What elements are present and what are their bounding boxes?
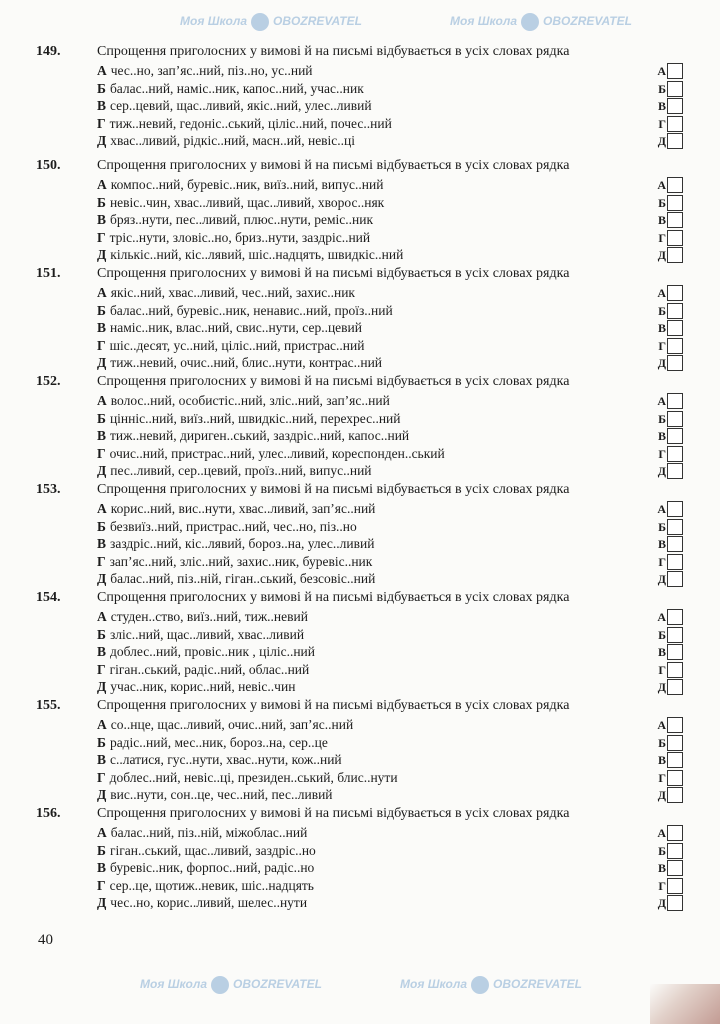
answer-letter: Д [657,788,666,802]
option-text: сер..це, щотиж..невик, шіс..надцять [109,877,314,893]
option-letter: В [97,98,107,113]
answer-checkbox-row[interactable] [652,338,684,354]
answer-checkbox-row[interactable] [652,212,684,228]
option-text: студен..ство, виїз..ний, тиж..невий [110,609,308,624]
option-text: сер..цевий, щас..ливий, якіс..ний, улес..ливий [110,98,372,113]
answer-option [97,860,314,875]
answer-checkbox-row[interactable] [652,627,684,643]
answer-option [97,230,370,245]
answer-checkbox[interactable] [667,554,683,570]
answer-checkbox-row[interactable] [652,320,684,336]
answer-letter: Б [658,303,666,318]
answer-letter: Б [658,735,666,750]
answer-checkbox-row[interactable] [652,195,684,211]
option-letter: Г [97,877,106,893]
answer-option [97,285,355,300]
answer-checkbox[interactable] [667,878,683,894]
option-text: балас..ний, піз..ній, гіган..ський, безсовіс..ний [110,571,376,586]
answer-checkbox-row[interactable] [652,644,684,660]
answer-letter: В [657,537,666,551]
answer-checkbox[interactable] [667,825,683,841]
question-151 [0,266,720,372]
question-number: 155. [36,698,61,713]
answer-option [97,446,445,461]
answer-letter: Д [657,248,666,262]
answer-letter: Г [658,878,666,893]
option-letter: Б [97,518,106,534]
option-letter: Д [97,355,107,370]
option-text: невіс..чин, хвас..ливий, щас..ливий, хворос..няк [109,194,385,210]
watermark-logo-icon [471,976,489,994]
answer-letter: Б [658,627,666,642]
answer-checkbox[interactable] [667,627,683,643]
option-text: с..латися, гус..нути, хвас..нути, кож..ний [110,752,342,767]
answer-option [97,393,390,408]
question-156 [0,806,720,912]
answer-checkbox-row[interactable] [652,609,684,625]
watermark-logo-icon [211,976,229,994]
option-letter: Г [97,445,106,461]
answer-letter: В [657,321,666,335]
answer-option [97,644,315,659]
answer-option [97,63,313,78]
answer-checkbox[interactable] [667,860,683,876]
option-letter: А [97,177,107,192]
question-number: 150. [36,158,61,173]
watermark-logo-icon [521,13,539,31]
answer-option [97,501,375,516]
answer-checkbox[interactable] [667,428,683,444]
answer-checkbox[interactable] [667,195,683,211]
option-letter: Б [97,842,106,858]
option-text: очис..ний, пристрас..ний, улес..ливий, кореспонден..ський [109,445,445,461]
answer-checkbox-row[interactable] [652,81,684,97]
question-number: 154. [36,590,61,605]
answer-checkbox[interactable] [667,895,683,911]
answer-checkbox[interactable] [667,212,683,228]
answer-checkbox[interactable] [667,735,683,751]
answer-letter: Б [658,411,666,426]
answer-checkbox[interactable] [667,501,683,517]
answer-letter: А [657,826,666,840]
option-letter: Д [97,571,107,586]
option-text: волос..ний, особистіс..ний, зліс..ний, зап’яс..ний [110,393,390,408]
option-letter: Г [97,229,106,245]
option-text: тиж..невий, гедоніс..ський, ціліс..ний, почес..ний [109,115,392,131]
answer-checkbox[interactable] [667,133,683,149]
question-149 [0,44,720,150]
answer-checkbox[interactable] [667,303,683,319]
answer-checkbox[interactable] [667,320,683,336]
watermark: Моя Школа OBOZREVATEL [400,975,582,994]
option-letter: В [97,428,107,443]
answer-option [97,355,382,370]
option-letter: В [97,752,107,767]
option-text: со..нце, щас..ливий, очис..ний, зап’яс..ний [110,717,354,732]
question-150 [0,158,720,264]
answer-letter: В [657,861,666,875]
answer-option [97,247,403,262]
option-text: балас..ний, піз..ній, міжоблас..ний [110,825,308,840]
option-text: кількіс..ний, кіс..лявий, шіс..надцять, швидкіс..ний [110,247,404,262]
option-letter: Г [97,115,106,131]
option-letter: Д [97,895,107,910]
answer-letter: Г [658,230,666,245]
option-letter: Г [97,337,106,353]
answer-letter: Г [658,770,666,785]
question-title: Спрощення приголосних у вимові й на письмі відбувається в усіх словах рядка [97,806,570,821]
answer-letter: В [657,753,666,767]
question-number: 153. [36,482,61,497]
answer-letter: Д [657,134,666,148]
answer-letter: Г [658,554,666,569]
answer-letter: Д [657,356,666,370]
option-letter: Д [97,463,107,478]
answer-option [97,735,328,750]
option-letter: В [97,212,107,227]
answer-option [97,463,372,478]
option-text: тиж..невий, очис..ний, блис..нути, контрас..ний [110,355,383,370]
question-155 [0,698,720,804]
option-letter: Б [97,626,106,642]
question-title: Спрощення приголосних у вимові й на письмі відбувається в усіх словах рядка [97,374,570,389]
answer-option [97,843,316,858]
answer-checkbox-row[interactable] [652,247,684,263]
option-letter: Г [97,661,106,677]
watermark: Моя Школа OBOZREVATEL [140,975,322,994]
answer-checkbox-row[interactable] [652,878,684,894]
answer-letter: А [657,394,666,408]
watermark-logo-icon [251,13,269,31]
answer-option [97,536,374,551]
answer-letter: Д [657,680,666,694]
answer-checkbox-row[interactable] [652,285,684,301]
answer-checkbox-row[interactable] [652,554,684,570]
option-letter: Д [97,787,107,802]
answer-checkbox-row[interactable] [652,303,684,319]
answer-checkbox[interactable] [667,177,683,193]
option-letter: А [97,63,107,78]
answer-letter: Г [658,116,666,131]
option-text: чес..но, зап’яс..ний, піз..но, ус..ний [110,63,313,78]
option-letter: А [97,825,107,840]
answer-checkbox-row[interactable] [652,98,684,114]
answer-checkbox-row[interactable] [652,662,684,678]
answer-letter: В [657,429,666,443]
answer-option [97,717,353,732]
option-text: тиж..невий, дириген..ський, заздріс..ний, капос..ний [110,428,410,443]
option-text: доблес..ний, невіс..ці, президен..ський, блис..нути [109,769,398,785]
answer-checkbox-row[interactable] [652,895,684,911]
answer-checkbox[interactable] [667,81,683,97]
answer-checkbox[interactable] [667,230,683,246]
answer-letter: Б [658,519,666,534]
answer-letter: Д [657,896,666,910]
answer-option [97,133,355,148]
option-text: учас..ник, корис..ний, невіс..чин [110,679,296,694]
answer-checkbox[interactable] [667,393,683,409]
option-letter: Д [97,679,107,694]
option-letter: А [97,501,107,516]
answer-checkbox[interactable] [667,98,683,114]
question-title: Спрощення приголосних у вимові й на письмі відбувається в усіх словах рядка [97,44,570,59]
question-152 [0,374,720,480]
option-letter: Б [97,194,106,210]
question-title: Спрощення приголосних у вимові й на письмі відбувається в усіх словах рядка [97,590,570,605]
option-text: тріс..нути, зловіс..но, бриз..нути, заздріс..ний [109,229,371,245]
answer-option [97,428,409,443]
answer-letter: Г [658,338,666,353]
answer-option [97,116,392,131]
answer-checkbox-row[interactable] [652,770,684,786]
answer-checkbox[interactable] [667,571,683,587]
option-letter: Д [97,133,107,148]
answer-checkbox-row[interactable] [652,843,684,859]
question-154 [0,590,720,696]
answer-option [97,519,357,534]
option-letter: А [97,285,107,300]
answer-letter: Б [658,843,666,858]
answer-checkbox-row[interactable] [652,411,684,427]
answer-option [97,609,308,624]
answer-checkbox-row[interactable] [652,501,684,517]
answer-checkbox[interactable] [667,446,683,462]
question-title: Спрощення приголосних у вимові й на письмі відбувається в усіх словах рядка [97,698,570,713]
answer-letter: А [657,718,666,732]
answer-option [97,752,342,767]
answer-checkbox[interactable] [667,519,683,535]
answer-checkbox-row[interactable] [652,355,684,371]
answer-option [97,627,304,642]
answer-letter: А [657,178,666,192]
option-text: зап’яс..ний, зліс..ний, захис..ник, буревіс..ник [109,553,373,569]
answer-checkbox-row[interactable] [652,825,684,841]
answer-option [97,98,372,113]
answer-checkbox[interactable] [667,752,683,768]
option-text: зліс..ний, щас..ливий, хвас..ливий [109,626,305,642]
answer-checkbox-row[interactable] [652,177,684,193]
answer-checkbox-row[interactable] [652,133,684,149]
option-letter: Б [97,80,106,96]
answer-letter: А [657,286,666,300]
option-text: радіс..ний, мес..ник, бороз..на, сер..це [109,734,328,750]
answer-option [97,338,364,353]
page-number: 40 [38,932,53,948]
option-text: якіс..ний, хвас..ливий, чес..ний, захис..ник [110,285,355,300]
answer-checkbox-row[interactable] [652,735,684,751]
option-text: корис..ний, вис..нути, хвас..ливий, зап’яс..ний [110,501,376,516]
answer-checkbox[interactable] [667,338,683,354]
answer-checkbox[interactable] [667,770,683,786]
question-number: 156. [36,806,61,821]
answer-option [97,770,398,785]
answer-checkbox[interactable] [667,355,683,371]
question-number: 151. [36,266,61,281]
question-number: 152. [36,374,61,389]
answer-checkbox-row[interactable] [652,63,684,79]
option-text: шіс..десят, ус..ний, ціліс..ний, пристрас..ний [109,337,365,353]
question-number: 149. [36,44,61,59]
answer-checkbox[interactable] [667,247,683,263]
answer-option [97,411,401,426]
answer-option [97,303,393,318]
option-letter: В [97,320,107,335]
answer-option [97,81,364,96]
answer-letter: В [657,213,666,227]
answer-checkbox-row[interactable] [652,519,684,535]
option-text: буревіс..ник, форпос..ний, радіс..но [110,860,315,875]
answer-checkbox-row[interactable] [652,463,684,479]
answer-option [97,195,384,210]
answer-checkbox-row[interactable] [652,393,684,409]
answer-option [97,662,309,677]
answer-letter: А [657,502,666,516]
option-text: заздріс..ний, кіс..лявий, бороз..на, улес..ливий [110,536,375,551]
option-letter: А [97,717,107,732]
answer-checkbox-row[interactable] [652,860,684,876]
option-text: бряз..нути, пес..ливий, плюс..нути, реміс..ник [110,212,374,227]
answer-checkbox[interactable] [667,536,683,552]
option-letter: А [97,609,107,624]
option-letter: Г [97,553,106,569]
answer-letter: А [657,610,666,624]
watermark: Моя Школа OBOZREVATEL [180,12,362,31]
answer-checkbox[interactable] [667,116,683,132]
answer-option [97,554,372,569]
answer-checkbox[interactable] [667,787,683,803]
answer-checkbox-row[interactable] [652,717,684,733]
answer-letter: Б [658,81,666,96]
answer-letter: Б [658,195,666,210]
option-text: балас..ний, буревіс..ник, ненавис..ний, проїз..ний [109,302,393,318]
answer-checkbox[interactable] [667,717,683,733]
option-letter: В [97,644,107,659]
answer-checkbox-row[interactable] [652,230,684,246]
option-text: хвас..ливий, рідкіс..ний, масн..ий, невіс..ці [110,133,356,148]
answer-option [97,571,375,586]
option-text: безвиїз..ний, пристрас..ний, чес..но, піз..но [109,518,357,534]
option-text: пес..ливий, сер..цевий, проїз..ний, випус..ний [110,463,372,478]
option-letter: А [97,393,107,408]
question-title: Спрощення приголосних у вимові й на письмі відбувається в усіх словах рядка [97,158,570,173]
question-title: Спрощення приголосних у вимові й на письмі відбувається в усіх словах рядка [97,482,570,497]
option-text: гіган..ський, радіс..ний, облас..ний [109,661,310,677]
scan-corner-edge [650,984,720,1024]
watermark: Моя Школа OBOZREVATEL [450,12,632,31]
answer-option [97,320,362,335]
option-text: чес..но, корис..ливий, шелес..нути [110,895,308,910]
answer-checkbox-row[interactable] [652,428,684,444]
option-text: балас..ний, наміс..ник, капос..ний, учас..ник [109,80,364,96]
answer-checkbox[interactable] [667,644,683,660]
answer-checkbox-row[interactable] [652,752,684,768]
answer-checkbox[interactable] [667,662,683,678]
option-text: вис..нути, сон..це, чес..ний, пес..ливий [110,787,333,802]
option-letter: Д [97,247,107,262]
answer-checkbox-row[interactable] [652,536,684,552]
option-text: гіган..ський, щас..ливий, заздріс..но [109,842,316,858]
answer-checkbox-row[interactable] [652,446,684,462]
answer-option [97,878,314,893]
option-letter: В [97,536,107,551]
answer-letter: Д [657,464,666,478]
option-letter: Б [97,302,106,318]
answer-checkbox[interactable] [667,609,683,625]
answer-checkbox-row[interactable] [652,116,684,132]
option-letter: Б [97,410,106,426]
answer-checkbox[interactable] [667,411,683,427]
option-text: доблес..ний, провіс..ник , ціліс..ний [110,644,316,659]
answer-letter: Г [658,446,666,461]
answer-letter: Д [657,572,666,586]
option-text: цінніс..ний, виїз..ний, швидкіс..ний, перехрес..ний [109,410,401,426]
answer-option [97,212,373,227]
answer-option [97,787,333,802]
option-text: наміс..ник, влас..ний, свис..нути, сер..цевий [110,320,362,335]
answer-checkbox[interactable] [667,463,683,479]
answer-option [97,679,295,694]
answer-checkbox[interactable] [667,285,683,301]
answer-option [97,825,307,840]
option-text: компос..ний, буревіс..ник, виїз..ний, випус..ний [110,177,384,192]
question-title: Спрощення приголосних у вимові й на письмі відбувається в усіх словах рядка [97,266,570,281]
answer-letter: В [657,645,666,659]
answer-checkbox[interactable] [667,63,683,79]
answer-letter: А [657,64,666,78]
answer-option [97,177,383,192]
option-letter: В [97,860,107,875]
answer-checkbox-row[interactable] [652,571,684,587]
answer-letter: В [657,99,666,113]
option-letter: Г [97,769,106,785]
option-letter: Б [97,734,106,750]
answer-checkbox-row[interactable] [652,787,684,803]
answer-checkbox[interactable] [667,843,683,859]
answer-checkbox-row[interactable] [652,679,684,695]
question-153 [0,482,720,588]
answer-letter: Г [658,662,666,677]
answer-checkbox[interactable] [667,679,683,695]
answer-option [97,895,307,910]
